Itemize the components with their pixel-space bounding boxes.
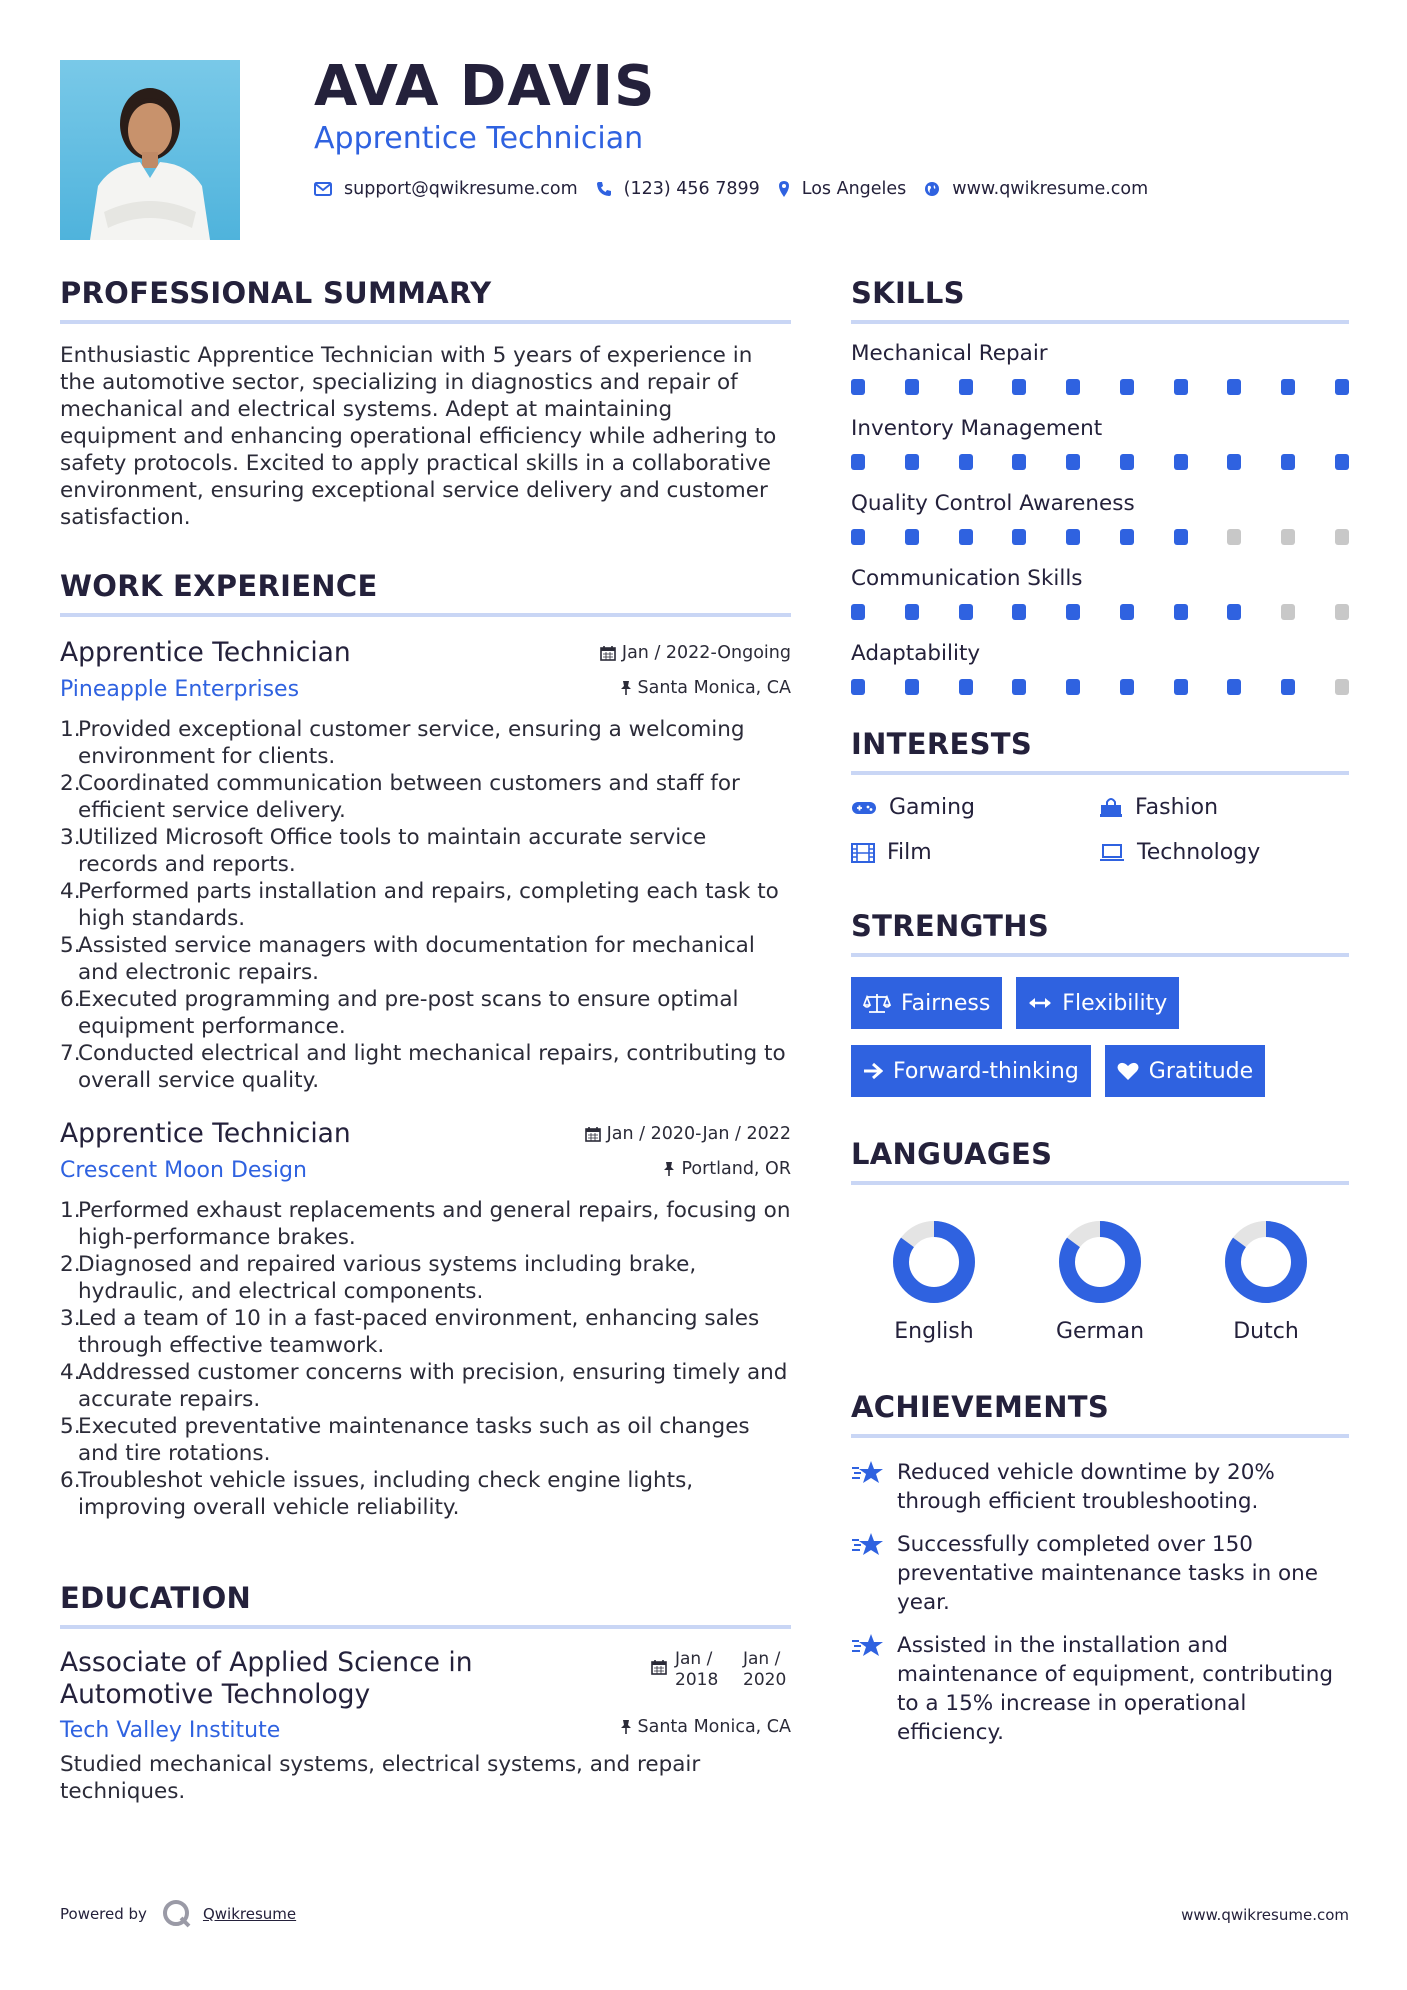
summary-section <box>60 276 791 531</box>
job-dates-text: Jan / 2022-Ongoing <box>621 643 791 663</box>
arrows-horizontal-icon <box>1028 996 1052 1010</box>
skill-dot-filled <box>1281 679 1295 695</box>
strength-tag <box>851 1045 1091 1097</box>
thumbtack-icon <box>620 1719 632 1735</box>
arrow-right-icon <box>863 1062 883 1080</box>
envelope-icon <box>314 182 332 196</box>
education-start: Jan / 2018 <box>675 1649 719 1690</box>
duty-item: Addressed customer concerns with precision, ensuring timely and accurate repairs. <box>78 1360 788 1412</box>
skill-dot-filled <box>1120 604 1134 620</box>
summary-text: Enthusiastic Apprentice Technician with 5 years of experience in the automotive sector, specializing in diagnostics and repair of mechanical and electrical systems. Adept at maintaining equipment and enhancing operational efficiency while adhering to safety protocols. Excited to apply practical skills in a collaborative environment, ensuring exceptional service delivery and customer satisfaction. <box>60 343 777 530</box>
summary-heading: PROFESSIONAL SUMMARY <box>60 276 492 310</box>
heart-icon <box>1117 1061 1139 1081</box>
skill-name: Adaptability <box>851 641 981 666</box>
job-location <box>620 678 792 698</box>
achievement-text: Successfully completed over 150 preventative maintenance tasks in one year. <box>897 1532 1319 1615</box>
achievement-item <box>851 1458 1349 1516</box>
skill-dot-filled <box>1174 529 1188 545</box>
skill-dot-filled <box>1120 379 1134 395</box>
job-dates <box>585 1124 791 1144</box>
skill-dot-filled <box>1120 529 1134 545</box>
section-divider <box>851 771 1349 775</box>
contact-bar <box>314 179 1166 199</box>
duty-item: Troubleshot vehicle issues, including check engine lights, improving overall vehicle reliability. <box>78 1468 694 1520</box>
skill-dot-filled <box>959 529 973 545</box>
powered-by-text: Powered by <box>60 1905 147 1923</box>
language-label: English <box>894 1319 974 1344</box>
duty-item: Utilized Microsoft Office tools to maintain accurate service records and reports. <box>78 825 707 877</box>
interest-item <box>1099 795 1347 820</box>
interest-item <box>851 795 1099 820</box>
balance-scale-icon <box>863 992 891 1014</box>
education-location <box>620 1717 792 1737</box>
skill-dot-filled <box>1335 454 1349 470</box>
skill-dot-filled <box>1012 529 1026 545</box>
skill-name: Mechanical Repair <box>851 341 1048 366</box>
job-duties <box>60 1197 791 1521</box>
skills-heading: SKILLS <box>851 276 965 310</box>
skill-dot-filled <box>1012 454 1026 470</box>
skill-rating <box>851 529 1349 545</box>
job-title: Apprentice Technician <box>60 637 351 668</box>
skill-name: Inventory Management <box>851 416 1103 441</box>
interest-label: Fashion <box>1135 795 1219 820</box>
qwikresume-logo-icon <box>161 1898 193 1930</box>
skill-dot-filled <box>1227 454 1241 470</box>
job-entry <box>60 1118 791 1521</box>
skill-dot-empty <box>1227 529 1241 545</box>
education-description: Studied mechanical systems, electrical systems, and repair techniques. <box>60 1752 701 1804</box>
skill-dot-filled <box>905 604 919 620</box>
duty-item: Performed exhaust replacements and general repairs, focusing on high-performance brakes. <box>78 1198 791 1250</box>
duty-item: Executed preventative maintenance tasks such as oil changes and tire rotations. <box>78 1414 750 1466</box>
section-divider <box>851 953 1349 957</box>
skill-dot-filled <box>1012 604 1026 620</box>
job-dates-text: Jan / 2020-Jan / 2022 <box>606 1124 791 1144</box>
degree-title: Associate of Applied Science in Automotive Technology <box>60 1647 473 1710</box>
duty-item: Conducted electrical and light mechanical repairs, contributing to overall service quality. <box>78 1041 786 1093</box>
duty-item: Assisted service managers with documentation for mechanical and electronic repairs. <box>78 933 755 985</box>
skill-dot-filled <box>1281 379 1295 395</box>
profile-photo <box>60 60 240 240</box>
job-entry <box>60 637 791 1094</box>
strength-tag <box>1105 1045 1265 1097</box>
skill-dot-empty <box>1335 529 1349 545</box>
skill-rating <box>851 679 1349 695</box>
left-column <box>60 276 791 1805</box>
candidate-name: AVA DAVIS <box>314 54 656 119</box>
strength-tag <box>1016 977 1179 1029</box>
interests-section <box>851 727 1349 865</box>
skill-dot-empty <box>1335 679 1349 695</box>
job-company: Crescent Moon Design <box>60 1158 307 1183</box>
skill-dot-filled <box>1227 379 1241 395</box>
interests-heading: INTERESTS <box>851 727 1033 761</box>
skill-dot-filled <box>1174 679 1188 695</box>
language-item <box>1183 1219 1349 1344</box>
job-location-text: Portland, OR <box>681 1159 791 1179</box>
skill-dot-filled <box>1012 679 1026 695</box>
achievement-item <box>851 1631 1349 1747</box>
achievement-text: Assisted in the installation and maintenance of equipment, contributing to a 15% increase in operational efficiency. <box>897 1633 1334 1745</box>
skill-rating <box>851 379 1349 395</box>
section-divider <box>60 1625 791 1629</box>
skill-dot-filled <box>959 604 973 620</box>
skill-rating <box>851 454 1349 470</box>
skill-name: Quality Control Awareness <box>851 491 1135 516</box>
skill-dot-filled <box>851 379 865 395</box>
education-location-text: Santa Monica, CA <box>637 1717 791 1737</box>
brand-link[interactable]: Qwikresume <box>202 1905 297 1923</box>
skill-dot-filled <box>1281 454 1295 470</box>
skill-dot-filled <box>1120 454 1134 470</box>
education-dates <box>651 1649 791 1691</box>
phone-icon <box>596 181 612 197</box>
skill-rating <box>851 604 1349 620</box>
interests-list <box>851 795 1349 865</box>
strengths-section <box>851 909 1349 1113</box>
skill-name: Communication Skills <box>851 566 1083 591</box>
skills-section <box>851 276 1349 695</box>
duty-item: Provided exceptional customer service, ensuring a welcoming environment for clients. <box>78 717 745 769</box>
skill-dot-filled <box>851 529 865 545</box>
strength-tag <box>851 977 1002 1029</box>
contact-website-text: www.qwikresume.com <box>952 179 1149 199</box>
skill-dot-filled <box>851 454 865 470</box>
candidate-role: Apprentice Technician <box>314 121 644 156</box>
skill-dot-filled <box>905 454 919 470</box>
contact-location-text: Los Angeles <box>801 179 907 199</box>
shopping-bag-icon <box>1099 797 1123 819</box>
duty-item: Performed parts installation and repairs, completing each task to high standards. <box>78 879 779 931</box>
interest-item <box>1099 840 1347 865</box>
skill-dot-filled <box>1227 679 1241 695</box>
section-divider <box>851 1434 1349 1438</box>
gamepad-icon <box>851 800 877 816</box>
language-donut <box>891 1219 977 1305</box>
star-award-icon <box>851 1460 885 1486</box>
strengths-list <box>851 977 1349 1113</box>
contact-website[interactable] <box>924 179 1148 199</box>
job-location <box>663 1159 791 1179</box>
globe-icon <box>924 181 940 197</box>
skill-dot-filled <box>959 454 973 470</box>
language-donut <box>1223 1219 1309 1305</box>
skill-dot-filled <box>1120 679 1134 695</box>
skill-dot-filled <box>1227 604 1241 620</box>
contact-email-text: support@qwikresume.com <box>344 179 578 199</box>
education-end: Jan / 2020 <box>743 1649 787 1690</box>
skill-dot-filled <box>905 529 919 545</box>
duty-item: Executed programming and pre-post scans to ensure optimal equipment performance. <box>78 987 739 1039</box>
languages-heading: LANGUAGES <box>851 1137 1053 1171</box>
skills-list <box>851 340 1349 695</box>
job-dates <box>600 643 791 663</box>
skill-dot-filled <box>905 379 919 395</box>
thumbtack-icon <box>620 680 632 696</box>
skill-dot-filled <box>959 679 973 695</box>
education-entry <box>60 1647 791 1805</box>
skill-dot-filled <box>1066 379 1080 395</box>
contact-phone-text: (123) 456 7899 <box>623 179 760 199</box>
calendar-icon <box>651 1659 667 1675</box>
star-award-icon <box>851 1532 885 1558</box>
strength-label: Gratitude <box>1148 1058 1254 1084</box>
strength-label: Fairness <box>901 990 991 1016</box>
right-column <box>851 276 1349 1747</box>
skill-dot-filled <box>959 379 973 395</box>
skill-dot-empty <box>1281 529 1295 545</box>
achievements-section <box>851 1390 1349 1747</box>
language-item <box>851 1219 1017 1344</box>
section-divider <box>851 320 1349 324</box>
achievements-heading: ACHIEVEMENTS <box>851 1390 1110 1424</box>
achievement-text: Reduced vehicle downtime by 20% through efficient troubleshooting. <box>897 1460 1275 1514</box>
job-title: Apprentice Technician <box>60 1118 351 1149</box>
interest-item <box>851 840 1099 865</box>
job-company: Pineapple Enterprises <box>60 677 300 702</box>
language-donut <box>1057 1219 1143 1305</box>
contact-location <box>778 179 907 199</box>
languages-list <box>851 1219 1349 1344</box>
skill-dot-filled <box>905 679 919 695</box>
calendar-icon <box>585 1126 601 1142</box>
interest-label: Film <box>887 840 932 865</box>
skill-dot-empty <box>1281 604 1295 620</box>
skill-dot-filled <box>1174 604 1188 620</box>
duty-item: Led a team of 10 in a fast-paced environment, enhancing sales through effective teamwork. <box>78 1306 760 1358</box>
skill-dot-filled <box>851 604 865 620</box>
skill-dot-filled <box>1066 604 1080 620</box>
section-divider <box>60 613 791 617</box>
education-heading: EDUCATION <box>60 1581 252 1615</box>
strength-label: Flexibility <box>1062 990 1168 1016</box>
contact-phone[interactable] <box>596 179 760 199</box>
skill-dot-filled <box>1174 379 1188 395</box>
skill-dot-filled <box>1066 679 1080 695</box>
film-icon <box>851 843 875 863</box>
map-marker-icon <box>778 180 790 198</box>
job-location-text: Santa Monica, CA <box>637 678 791 698</box>
language-label: Dutch <box>1233 1319 1299 1344</box>
thumbtack-icon <box>663 1161 675 1177</box>
skill-dot-filled <box>1012 379 1026 395</box>
skill-dot-filled <box>1066 529 1080 545</box>
interest-label: Gaming <box>889 795 975 820</box>
calendar-icon <box>600 645 616 661</box>
section-divider <box>60 320 791 324</box>
profile-photo-image <box>60 60 240 240</box>
section-divider <box>851 1181 1349 1185</box>
skill-dot-filled <box>1174 454 1188 470</box>
skill-dot-filled <box>851 679 865 695</box>
experience-heading: WORK EXPERIENCE <box>60 569 378 603</box>
language-item <box>1017 1219 1183 1344</box>
skill-dot-empty <box>1335 604 1349 620</box>
skill-dot-filled <box>1066 454 1080 470</box>
duty-item: Coordinated communication between customers and staff for efficient service delivery. <box>78 771 740 823</box>
contact-email[interactable] <box>314 179 578 199</box>
education-section <box>60 1581 791 1805</box>
duty-item: Diagnosed and repaired various systems including brake, hydraulic, and electrical components. <box>78 1252 697 1304</box>
star-award-icon <box>851 1633 885 1659</box>
language-label: German <box>1055 1319 1145 1344</box>
school-name: Tech Valley Institute <box>60 1718 281 1743</box>
skill-dot-filled <box>1335 379 1349 395</box>
strength-label: Forward-thinking <box>893 1058 1079 1084</box>
footer-powered-by <box>60 1898 296 1930</box>
experience-section <box>60 569 791 1521</box>
achievement-item <box>851 1530 1349 1617</box>
interest-label: Technology <box>1137 840 1261 865</box>
strengths-heading: STRENGTHS <box>851 909 1050 943</box>
laptop-icon <box>1099 844 1125 862</box>
job-duties <box>60 716 791 1094</box>
languages-section <box>851 1137 1349 1344</box>
footer-site[interactable]: www.qwikresume.com <box>1181 1906 1349 1924</box>
